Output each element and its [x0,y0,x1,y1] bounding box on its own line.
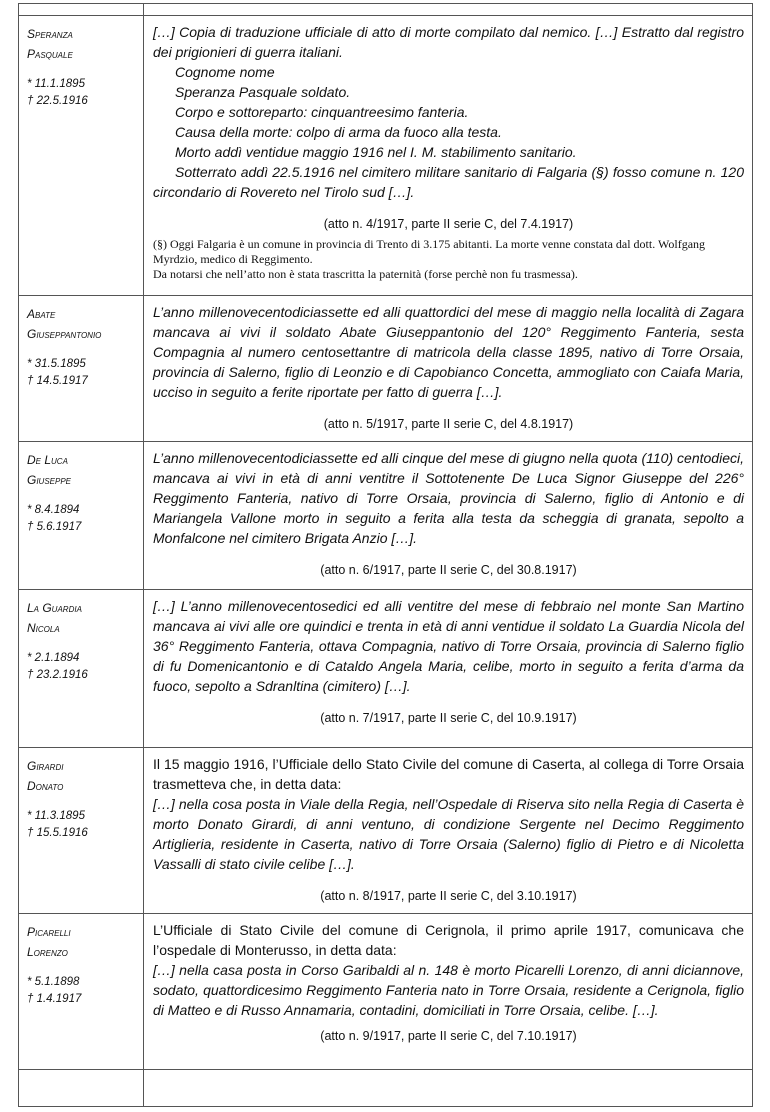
text-cell [144,442,753,590]
record-text: L’anno millenovecentodiciassette ed alli quattordici del mese di maggio nella località di Zagara mancava ai vivi il soldato Abate Giuseppantonio del 120° Reggimento Fanteria, sesta Compagnia al numero centosettantre di matricola della classe 1895, nativo di Torre Orsaia, provincia di Salerno, figlio di Leonzio e di Capobianco Concetta, ammogliato con Caiafa Maria, ucciso in seguito a ferite riportate per fatto di guerra […]. [153,304,744,400]
table-row [19,748,753,914]
name-cell [19,590,144,748]
firstname: Donato [27,779,64,793]
record-line: Speranza Pasquale soldato. [175,84,351,100]
record-intro: […] Copia di traduzione ufficiale di atto di morte compilato dal nemico. […] Estratto dal registro dei prigionieri di guerra italiani. [153,24,744,60]
footnote: (§) Oggi Falgaria è un comune in provincia di Trento di 3.175 abitanti. La morte venne constata dal dott. Wolfgang Myrdzio, medico di Reggimento. [153,237,706,266]
text-cell [144,296,753,442]
record-reference: (atto n. 4/1917, parte II serie C, del 7.4.1917) [323,217,574,231]
record-reference: (atto n. 6/1917, parte II serie C, del 30.8.1917) [320,563,577,577]
birth-date: * 11.3.1895 [27,810,85,822]
table-row [19,16,753,296]
surname: Picarelli [27,925,71,939]
name-cell [19,748,144,914]
birth-date: * 2.1.1894 [27,652,80,664]
firstname: Giuseppantonio [27,327,102,341]
birth-date: * 5.1.1898 [27,976,80,988]
death-date: † 15.5.1916 [27,827,88,839]
record-reference: (atto n. 8/1917, parte II serie C, del 3.10.1917) [320,889,577,903]
footnote: Da notarsi che nell’atto non è stata trascritta la paternità (forse perchè non fu trasmessa). [153,267,578,281]
death-date: † 22.5.1916 [27,95,88,107]
firstname: Lorenzo [27,945,68,959]
surname: Speranza [27,27,73,41]
name-cell [19,296,144,442]
table-row [19,296,753,442]
record-line: Corpo e sottoreparto: cinquantreesimo fanteria. [175,104,469,120]
death-date: † 14.5.1917 [27,375,88,387]
record-text: L’anno millenovecentodiciassette ed alli cinque del mese di giugno nella quota (110) centodieci, mancava ai vivi in età di anni ventitre il Sottotenente De Luca Signor Giuseppe del 226° Reggimento Fanteria, nativo di Torre Orsaia, provincia di Salerno, figlio di Antonio e di Mariangela Vallone morto in seguito a ferita alla testa da scheggia di granata, sepolto a Monfalcone nel cimitero Brigata Anzio […]. [153,450,744,546]
surname: Girardi [27,759,64,773]
record-line: Cognome nome [175,64,275,80]
name-cell [19,914,144,1070]
birth-date: * 31.5.1895 [27,358,86,370]
record-text: […] L’anno millenovecentosedici ed alli ventitre del mese di febbraio nel monte San Martino mancava ai vivi alle ore quindici e trenta in età di anni ventidue il soldato La Guardia Nicola del 36° Reggimento Fanteria, ottava Compagnia, nativo di Torre Orsaia, provincia di Salerno figlio di fu Domenicantonio e di Cataldo Angela Maria, celibe, morto in seguito a ferita d’arma da fuoco, sepolto a Sdranltina (cimitero) […]. [153,598,744,694]
surname: De Luca [27,453,68,467]
record-text: […] nella cosa posta in Viale della Regia, nell’Ospedale di Riserva sito nella Regia di Caserta è morto Donato Girardi, di anni ventuno, di condizione Sergente nel Decimo Reggimento Artiglieria, residente in Caserta, nativo di Torre Orsaia (Salerno) figlio di Pietro e di Nicoletta Vassalli di stato civile celibe […]. [153,796,744,872]
text-cell [144,748,753,914]
record-line: Morto addì ventidue maggio 1916 nel I. M. stabilimento sanitario. [175,144,577,160]
firstname: Giuseppe [27,473,72,487]
text-cell [144,914,753,1070]
table-row [19,442,753,590]
header-row [19,4,753,16]
table-row [19,590,753,748]
firstname: Nicola [27,621,60,635]
surname: Abate [27,307,56,321]
table-row [19,914,753,1070]
record-reference: (atto n. 9/1917, parte II serie C, del 7.10.1917) [320,1029,577,1043]
surname: La Guardia [27,601,82,615]
death-date: † 1.4.1917 [27,993,82,1005]
records-table [18,3,753,1107]
birth-date: * 8.4.1894 [27,504,80,516]
death-date: † 23.2.1916 [27,669,88,681]
text-cell [144,16,753,296]
name-cell [19,442,144,590]
record-reference: (atto n. 7/1917, parte II serie C, del 10.9.1917) [320,711,577,725]
record-reference: (atto n. 5/1917, parte II serie C, del 4.8.1917) [323,417,574,431]
birth-date: * 11.1.1895 [27,78,85,90]
record-intro: Il 15 maggio 1916, l’Ufficiale dello Stato Civile del comune di Caserta, al collega di Torre Orsaia trasmetteva che, in detta data: [153,756,744,792]
record-text: […] nella casa posta in Corso Garibaldi al n. 148 è morto Picarelli Lorenzo, di anni diciannove, sodato, quattordicesimo Reggimento Fanteria nato in Torre Orsaia, residente a Cerignola, figlio di Matteo e di Russo Annamaria, contadini, domiciliati in Torre Orsaia, celibe. […]. [153,962,744,1018]
text-cell [144,590,753,748]
death-date: † 5.6.1917 [27,521,82,533]
record-intro: L’Ufficiale di Stato Civile del comune di Cerignola, il primo aprile 1917, comunicava che l’ospedale di Monterusso, in detta data: [153,922,744,958]
record-line: Causa della morte: colpo di arma da fuoco alla testa. [175,124,502,140]
empty-row [19,1070,753,1107]
record-line: Sotterrato addì 22.5.1916 nel cimitero militare sanitario di Falgaria (§) fosso comune n. 120 circondario di Rovereto nel Tirolo sud […]. [153,164,744,200]
firstname: Pasquale [27,47,73,61]
name-cell [19,16,144,296]
